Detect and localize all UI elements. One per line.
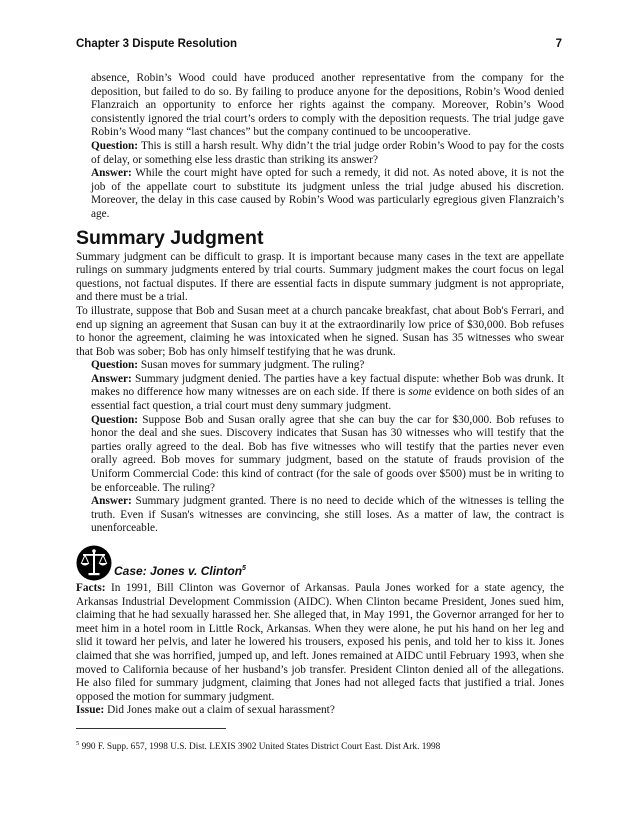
case-issue xyxy=(76,704,564,718)
case-title: Case: Jones v. Clinton$^5$ xyxy=(114,564,246,579)
sj-paragraph-2: To illustrate, suppose that Bob and Susan meet at a church pancake breakfast, chat about Bob's Ferrari, and end up signing an agreement that Susan can buy it at the extraordinarily low price of $30,000. Bob refuses to honor the agreement, claiming he was intoxicated when he signed. Susan has 35 witnesses who swear that Bob was sober; Bob has only himself testifying that he was drunk. xyxy=(76,304,564,358)
question-label: Question: xyxy=(91,413,139,426)
answer-label: Answer: xyxy=(91,167,132,180)
answer-emphasis: some xyxy=(408,386,432,399)
page-body xyxy=(76,72,564,718)
answer-text-cont: evidence on both sides of an essential fact question, a trial court must deny summary judgment. xyxy=(91,386,564,413)
answer-label: Answer: xyxy=(91,495,132,508)
answer-text: Summary judgment denied. The parties have a key factual dispute: whether Bob was drunk. It makes no difference how many witnesses are on each side. If there is xyxy=(91,372,564,399)
question-text: Susan moves for summary judgment. The ruling? xyxy=(138,359,365,372)
scales-of-justice-icon xyxy=(76,544,112,582)
footnote-divider xyxy=(76,728,226,729)
facts-label: Facts: xyxy=(76,582,106,594)
question-label: Question: xyxy=(91,359,139,372)
sj-qa-block xyxy=(76,359,564,536)
sj-question-2 xyxy=(91,414,564,496)
answer-label: Answer: xyxy=(91,372,132,385)
answer-text: Summary judgment granted. There is no need to decide which of the witnesses is telling the truth. Even if Susan's witnesses are convincing, she still loses. As a matter of law, the contract is unenforceable. xyxy=(91,495,564,535)
sj-answer-1 xyxy=(91,373,564,414)
question-text: This is still a harsh result. Why didn’t the trial judge order Robin’s Wood to pay for the costs of delay, or something else less drastic than striking its answer? xyxy=(91,139,564,166)
facts-text: In 1991, Bill Clinton was Governor of Arkansas. Paula Jones worked for a state agency, the Arkansas Industrial Development Commission (AIDC). When Clinton became President, Jones sued him, claiming that he had sexually harassed her. She alleged that, in May 1991, the Governor arranged for her to meet him in a hotel room in Little Rock, Arkansas. When they were alone, he put his hand on her leg and slid it toward her pelvis, and later he lowered his trousers, exposed his penis, and told her to kiss it. Jones claimed that she was horrified, jumped up, and left. Jones remained at AIDC until February 1993, when she moved to California because of her husband’s job transfer. President Clinton denied all of the allegations. He also filed for summary judgment, claiming that Jones had not alleged facts that justified a trial. Jones opposed the motion for summary judgment. xyxy=(76,582,564,703)
question-text: Suppose Bob and Susan orally agree that she can buy the car for $30,000. Bob refuses to honor the deal and she sues. Discovery indicates that Susan has 30 witnesses who will testify that the parties orally agreed to the deal. Bob has five witnesses who will testify that the parties never even orally agreed. Bob moves for summary judgment, based on the statute of frauds provision of the Uniform Commercial Code: this kind of contract (for the sale of goods over $500) must be in writing to be enforceable. The ruling? xyxy=(91,413,564,494)
issue-label: Issue: xyxy=(76,704,105,717)
answer-text: While the court might have opted for such a remedy, it did not. As noted above, it is not the job of the appellate court to substitute its judgment unless the trial judge abused his discretion. Moreover, the delay in this case caused by Robin’s Wood was particularly egregious given Flanzraich’s age. xyxy=(91,167,564,220)
footnote xyxy=(76,738,564,753)
case-facts xyxy=(76,582,564,704)
intro-question xyxy=(91,140,564,167)
chapter-title: Chapter 3 Dispute Resolution xyxy=(76,38,238,50)
section-heading: Summary Judgment xyxy=(76,226,264,249)
sj-answer-2 xyxy=(91,495,564,536)
sj-question-1 xyxy=(91,359,564,373)
footnote-text: 990 F. Supp. 657, 1998 U.S. Dist. LEXIS 3902 United States District Court East. Dist Ark. 1998 xyxy=(79,742,441,753)
page-number: 7 xyxy=(555,38,562,50)
issue-text: Did Jones make out a claim of sexual harassment? xyxy=(104,704,335,717)
case-heading xyxy=(76,542,564,582)
footnote-ref: 5 xyxy=(242,565,246,573)
intro-answer xyxy=(91,167,564,221)
intro-block xyxy=(76,72,564,222)
question-label: Question: xyxy=(91,139,139,152)
footnote-number: 5 xyxy=(76,740,80,747)
intro-paragraph: absence, Robin’s Wood could have produced another representative from the company for the deposition, but failed to do so. By failing to produce anyone for the depositions, Robin’s Wood denied Flanzraich an opportunity to enforce her rights against the company. Moreover, Robin’s Wood consistently ignored the trial court’s orders to comply with the deposition requests. The trial judge gave Robin’s Wood many “last chances” but the company continued to be uncooperative. xyxy=(91,72,564,139)
sj-paragraph-1: Summary judgment can be difficult to grasp. It is important because many cases in the text are appellate rulings on summary judgments entered by trial courts. Summary judgment makes the court focus on legal questions, not factual disputes. If there are essential facts in dispute summary judgment is not appropriate, and there must be a trial. xyxy=(76,250,564,304)
page-header xyxy=(76,38,562,54)
